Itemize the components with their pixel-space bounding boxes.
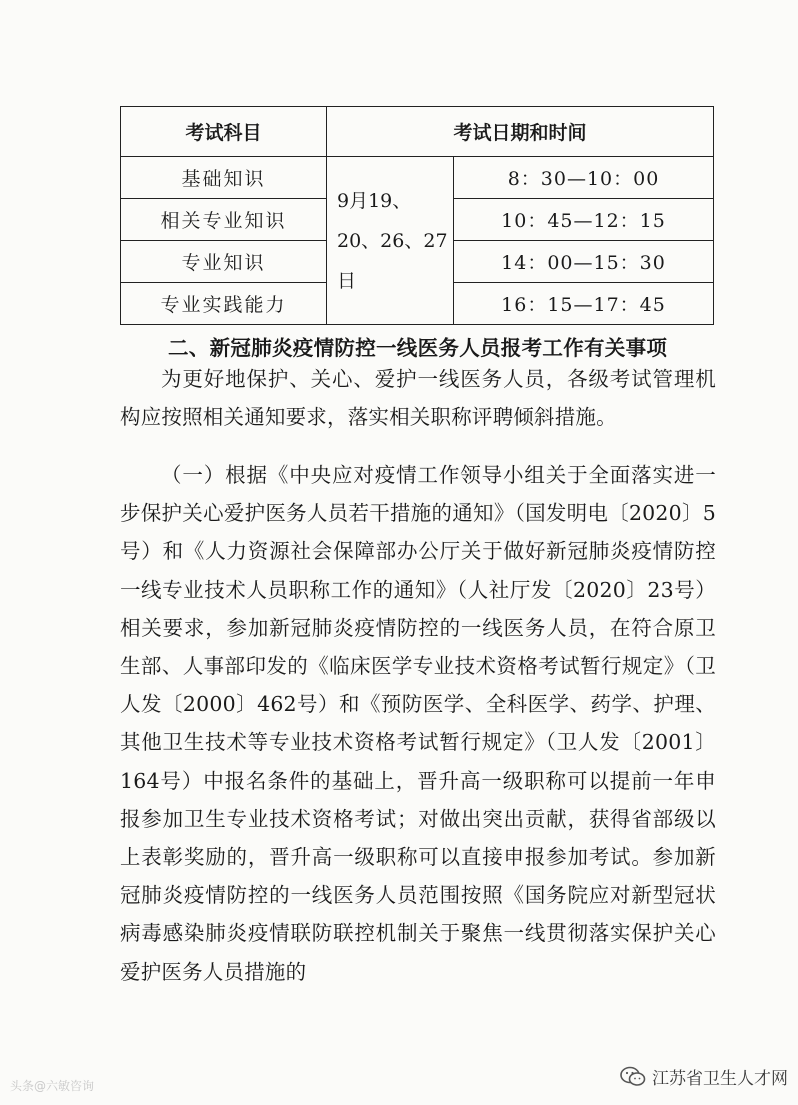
subject-cell: 专业实践能力 bbox=[121, 283, 327, 325]
header-datetime: 考试日期和时间 bbox=[327, 107, 714, 157]
time-cell: 8：30—10：00 bbox=[454, 157, 714, 199]
subject-cell: 专业知识 bbox=[121, 241, 327, 283]
watermark-left: 头条@六敏咨询 bbox=[10, 1079, 95, 1093]
exam-schedule-table bbox=[120, 106, 714, 325]
body-paragraph: 为更好地保护、关心、爱护一线医务人员，各级考试管理机构应按照相关通知要求，落实相关职称评聘倾斜措施。 bbox=[120, 367, 716, 430]
section-heading: 二、新冠肺炎疫情防控一线医务人员报考工作有关事项 bbox=[168, 336, 668, 360]
table-row bbox=[121, 157, 714, 199]
watermark-right-label: 江苏省卫生人才网 bbox=[652, 1069, 788, 1089]
time-cell: 10：45—12：15 bbox=[454, 199, 714, 241]
watermark-right bbox=[620, 1064, 788, 1089]
time-cell: 14：00—15：30 bbox=[454, 241, 714, 283]
body-paragraph: （一）根据《中央应对疫情工作领导小组关于全面落实进一步保护关心爱护医务人员若干措施的通知》（国发明电〔2020〕5号）和《人力资源社会保障部办公厅关于做好新冠肺炎疫情防控一线专业技术人员职称工作的通知》（人社厅发〔2020〕23号）相关要求，参加新冠肺炎疫情防控的一线医务人员，在符合原卫生部、人事部印发的《临床医学专业技术资格考试暂行规定》（卫人发〔2000〕462号）和《预防医学、全科医学、药学、护理、其他卫生技术等专业技术资格考试暂行规定》（卫人发〔2001〕164号）中报名条件的基础上，晋升高一级职称可以提前一年申报参加卫生专业技术资格考试；对做出突出贡献，获得省部级以上表彰奖励的，晋升高一级职称可以直接申报参加考试。参加新冠肺炎疫情防控的一线医务人员范围按照《国务院应对新型冠状病毒感染肺炎疫情联防联控机制关于聚焦一线贯彻落实保护关心爱护医务人员措施的 bbox=[120, 463, 716, 984]
table-header-row bbox=[121, 107, 714, 157]
exam-dates-cell: 9月19、20、26、27日 bbox=[327, 157, 454, 325]
subject-cell: 相关专业知识 bbox=[121, 199, 327, 241]
subject-cell: 基础知识 bbox=[121, 157, 327, 199]
wechat-icon bbox=[620, 1066, 646, 1088]
header-subject: 考试科目 bbox=[121, 107, 327, 157]
time-cell: 16：15—17：45 bbox=[454, 283, 714, 325]
